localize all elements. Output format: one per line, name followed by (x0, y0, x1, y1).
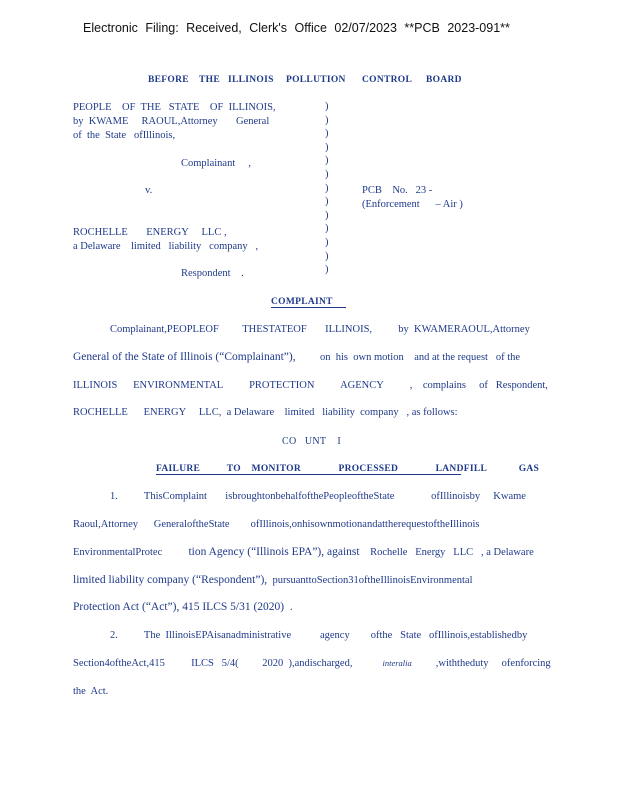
header-word: BOARD (426, 75, 462, 85)
complaint-title: COMPLAINT (271, 297, 346, 308)
caption-rochelle-line1: ROCHELLE ENERGY LLC , (73, 227, 227, 238)
header-word: CONTROL (362, 75, 413, 85)
caption-people-line1: PEOPLE OF THE STATE OF ILLINOIS, (73, 102, 276, 113)
intro-line2a: General of the State of Illinois (“Complainant”), (73, 351, 296, 363)
header-word: POLLUTION (286, 75, 346, 85)
para1-line1: 1. ThisComplaint isbroughtonbehalfofthePeopleoftheState ofIllinoisby Kwame (110, 491, 526, 502)
caption-pcb-number: PCB No. 23 - (362, 185, 433, 196)
count-title: CO UNT I (282, 436, 341, 447)
para2-line2: Section4oftheAct,415 ILCS 5/4( 2020 ),andischarged, interalia ,withtheduty ofenforcing (73, 658, 551, 669)
caption-enforcement: (Enforcement – Air ) (362, 199, 463, 210)
intro-line4: ROCHELLE ENERGY LLC, a Delaware limited liability company , as follows: (73, 407, 458, 418)
para1-line5: Protection Act (“Act”), 415 ILCS 5/31 (2020) . (73, 601, 293, 613)
caption-complainant: Complainant , (181, 158, 251, 169)
caption-versus: v. (145, 185, 153, 196)
para1-line4: limited liability company (“Respondent”), pursuanttoSection31oftheIllinoisEnvironmental (73, 574, 473, 586)
count-subtitle: FAILURE TO MONITOR PROCESSED LANDFILL GAS (156, 464, 540, 474)
para2-line3: the Act. (73, 686, 109, 697)
caption-parentheses: ) ) ) ) ) ) ) ) ) ) ) ) ) (325, 101, 329, 276)
caption-rochelle-line2: a Delaware limited liability company , (73, 241, 259, 252)
para2-line1: 2. The IllinoisEPAisanadministrative agency ofthe State ofIllinois,establishedby (110, 630, 528, 641)
para1-line2: Raoul,Attorney GeneraloftheState ofIllinois,onhisownmotionandattherequestoftheIllinois (73, 519, 480, 530)
caption-respondent: Respondent . (181, 268, 244, 279)
intro-line3: ILLINOIS ENVIRONMENTAL PROTECTION AGENCY , complains of Respondent, (73, 380, 548, 391)
caption-people-line2: by KWAME RAOUL,Attorney General (73, 116, 270, 127)
caption-people-line3: of the State ofIllinois, (73, 130, 176, 141)
para1-line3: EnvironmentalProtec tion Agency (“Illinois EPA”), against Rochelle Energy LLC , a Delaware (73, 546, 534, 558)
header-word: THE (199, 75, 220, 85)
header-word: BEFORE (148, 75, 189, 85)
intro-line1: Complainant,PEOPLEOF THESTATEOF ILLINOIS, by KWAMERAOUL,Attorney (110, 324, 530, 335)
intro-line2b: on his own motion and at the request of the (320, 352, 521, 363)
filing-stamp: Electronic Filing: Received, Clerk's Office 02/07/2023 **PCB 2023-091** (83, 21, 510, 35)
header-word: ILLINOIS (228, 75, 274, 85)
